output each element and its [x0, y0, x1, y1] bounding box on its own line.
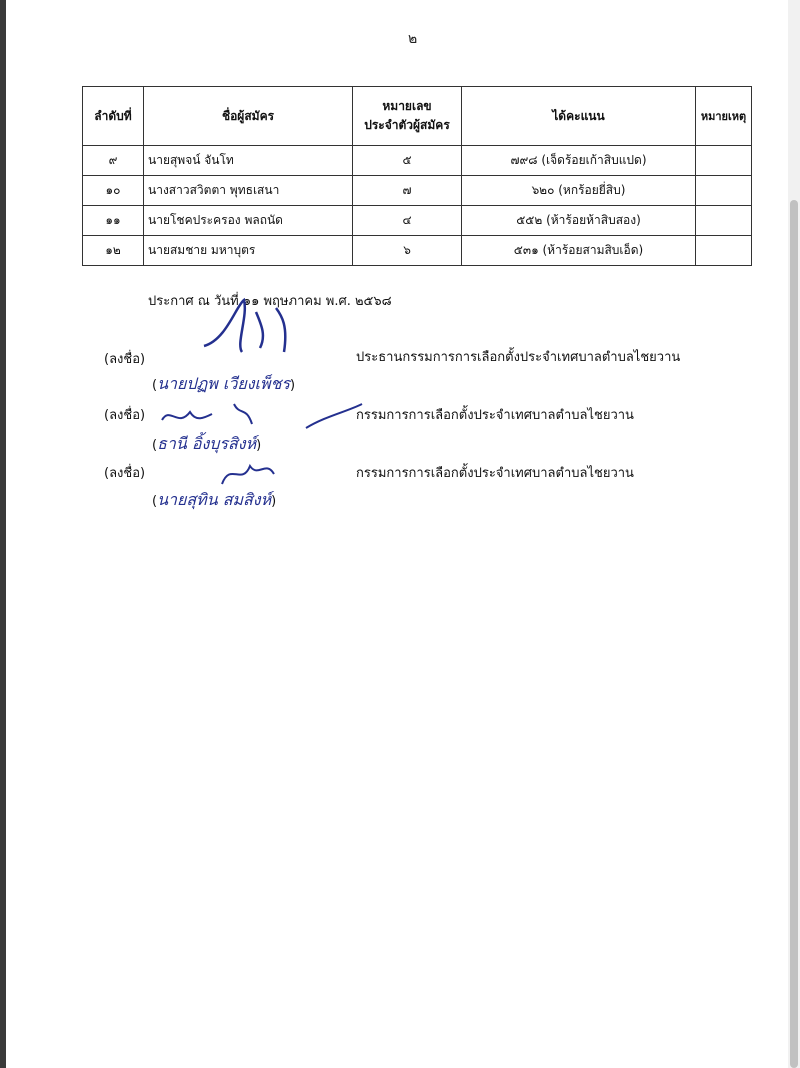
- signature-2-role: กรรมการการเลือกตั้งประจำเทศบาลตำบลไชยวาน: [356, 408, 634, 423]
- cell-name: นายสมชาย มหาบุตร: [144, 236, 353, 266]
- table-row: [83, 236, 752, 266]
- table-row: [83, 206, 752, 236]
- cell-order: ๑๒: [83, 236, 144, 266]
- signature-3-image: [216, 456, 336, 490]
- signature-1-image: [196, 296, 306, 358]
- results-table: [82, 86, 752, 266]
- table-header-row: [83, 87, 752, 146]
- cell-number: ๗: [353, 176, 462, 206]
- header-number-line2: ประจำตัวผู้สมัคร: [364, 118, 450, 132]
- header-number: [353, 87, 462, 146]
- signature-3-label: (ลงชื่อ): [104, 466, 146, 481]
- cell-score: ๕๓๑ (ห้าร้อยสามสิบเอ็ด): [462, 236, 696, 266]
- cell-name: นายโชคประครอง พลถนัด: [144, 206, 353, 236]
- page-number: ๒: [408, 31, 418, 47]
- scrollbar-thumb[interactable]: [790, 200, 798, 1068]
- signature-3-name: นายสุทิน สมสิงห์: [157, 490, 272, 509]
- cell-remark: [696, 176, 752, 206]
- cell-name: นายสุพจน์ จันโท: [144, 146, 353, 176]
- cell-score: ๕๕๒ (ห้าร้อยห้าสิบสอง): [462, 206, 696, 236]
- cell-number: ๖: [353, 236, 462, 266]
- cell-score: ๗๙๘ (เจ็ดร้อยเก้าสิบแปด): [462, 146, 696, 176]
- cell-remark: [696, 146, 752, 176]
- cell-remark: [696, 236, 752, 266]
- signature-1-label: (ลงชื่อ): [104, 352, 146, 367]
- cell-remark: [696, 206, 752, 236]
- header-score: ได้คะแนน: [462, 87, 696, 146]
- signature-1-name: นายปฏพ เวียงเพ็ชร: [157, 374, 291, 393]
- cell-order: ๑๐: [83, 176, 144, 206]
- cell-number: ๔: [353, 206, 462, 236]
- header-name: ชื่อผู้สมัคร: [144, 87, 353, 146]
- signature-2-name-line: (ธานี อิ้งบุรสิงห์): [152, 434, 262, 453]
- table-row: [83, 146, 752, 176]
- header-order: ลำดับที่: [83, 87, 144, 146]
- signature-3-name-line: (นายสุทิน สมสิงห์): [152, 490, 277, 509]
- signature-3-role: กรรมการการเลือกตั้งประจำเทศบาลตำบลไชยวาน: [356, 466, 634, 481]
- cell-score: ๖๒๐ (หกร้อยยี่สิบ): [462, 176, 696, 206]
- signature-1-name-line: (นายปฏพ เวียงเพ็ชร): [152, 374, 296, 393]
- cell-number: ๕: [353, 146, 462, 176]
- table-row: [83, 176, 752, 206]
- cell-name: นางสาวสวิตตา พุทธเสนา: [144, 176, 353, 206]
- signature-2-label: (ลงชื่อ): [104, 408, 146, 423]
- cell-order: ๙: [83, 146, 144, 176]
- header-number-line1: หมายเลข: [382, 99, 432, 113]
- signature-1-role: ประธานกรรมการการเลือกตั้งประจำเทศบาลตำบลไชยวาน: [356, 350, 681, 365]
- header-remark: หมายเหตุ: [696, 87, 752, 146]
- cell-order: ๑๑: [83, 206, 144, 236]
- signature-2-name: ธานี อิ้งบุรสิงห์: [157, 434, 257, 453]
- announcement-date: ประกาศ ณ วันที่ ๑๑ พฤษภาคม พ.ศ. ๒๕๖๘: [148, 294, 392, 309]
